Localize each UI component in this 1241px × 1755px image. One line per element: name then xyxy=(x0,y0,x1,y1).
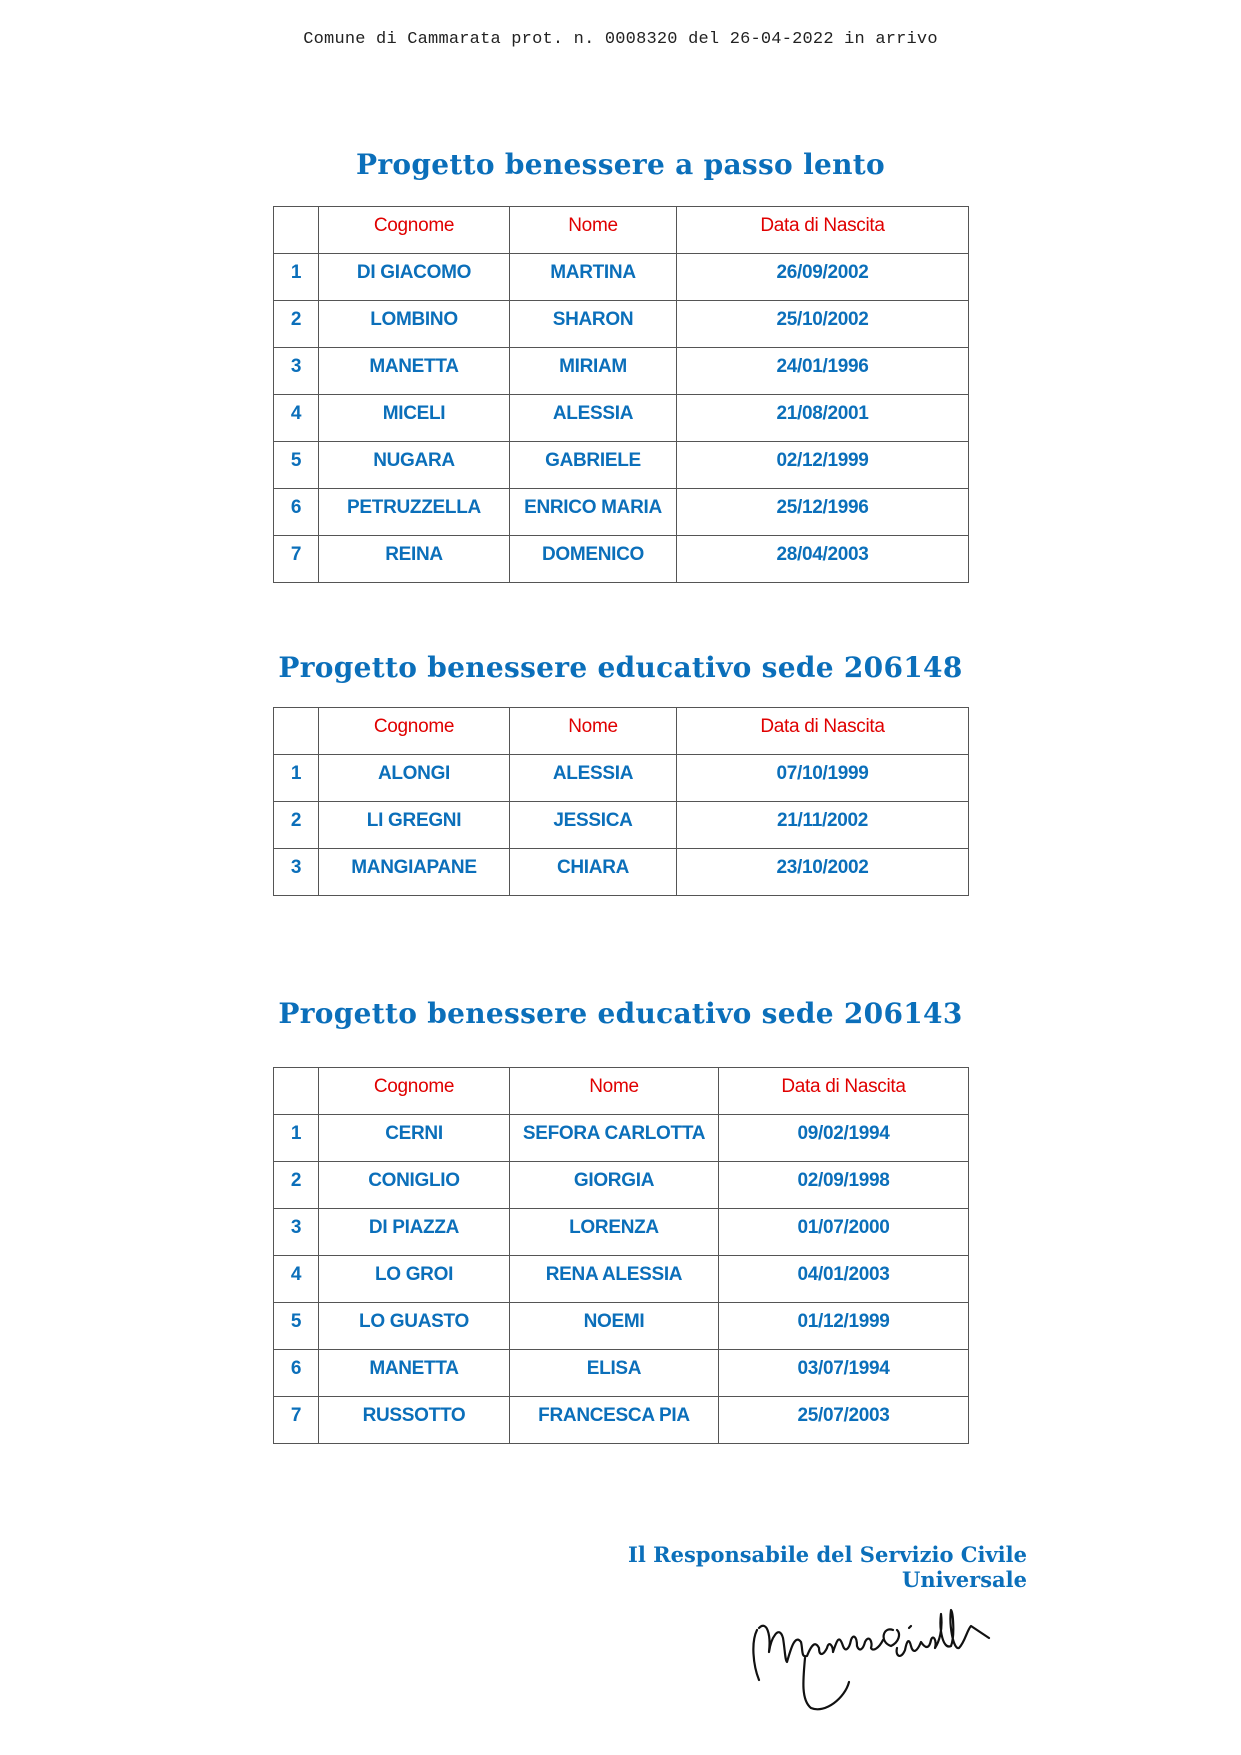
cell-data-nascita-text: 21/08/2001 xyxy=(776,403,869,424)
cell-nome-text: LORENZA xyxy=(569,1217,659,1238)
cell-nome xyxy=(510,1256,719,1303)
cell-nome-text: GABRIELE xyxy=(545,450,641,471)
cell-data-nascita-text: 09/02/1994 xyxy=(797,1123,890,1144)
cell-data-nascita xyxy=(677,802,969,849)
header-cognome xyxy=(319,207,510,254)
cell-data-nascita xyxy=(677,395,969,442)
cell-nome xyxy=(510,849,677,896)
cell-data-nascita-text: 01/12/1999 xyxy=(797,1311,890,1332)
row-number-text: 4 xyxy=(290,403,302,424)
table-row xyxy=(274,442,969,489)
row-number-text: 2 xyxy=(290,309,302,330)
header-nome xyxy=(510,207,677,254)
cell-cognome-text: MANETTA xyxy=(369,1358,459,1379)
table-row xyxy=(274,1115,969,1162)
cell-data-nascita-text: 01/07/2000 xyxy=(797,1217,890,1238)
cell-cognome-text: CONIGLIO xyxy=(368,1170,460,1191)
row-number xyxy=(274,301,319,348)
row-number xyxy=(274,1209,319,1256)
row-number-text: 1 xyxy=(290,262,302,283)
table-row xyxy=(274,1350,969,1397)
row-number-text: 7 xyxy=(290,544,302,565)
cell-data-nascita xyxy=(677,348,969,395)
cell-nome-text: ELISA xyxy=(586,1358,642,1379)
row-number-text: 2 xyxy=(290,1170,302,1191)
header-data-nascita xyxy=(719,1068,969,1115)
header-cognome-label: Cognome xyxy=(373,716,455,737)
row-number xyxy=(274,849,319,896)
cell-cognome-text: REINA xyxy=(385,544,443,565)
cell-cognome xyxy=(319,395,510,442)
cell-nome xyxy=(510,536,677,583)
row-number xyxy=(274,1162,319,1209)
cell-cognome xyxy=(319,1256,510,1303)
cell-nome-text: ENRICO MARIA xyxy=(524,497,662,518)
cell-nome xyxy=(510,1303,719,1350)
row-number xyxy=(274,1115,319,1162)
cell-cognome-text: LI GREGNI xyxy=(366,810,462,831)
cell-data-nascita-text: 23/10/2002 xyxy=(776,857,869,878)
cell-data-nascita xyxy=(677,536,969,583)
cell-cognome xyxy=(319,442,510,489)
row-number xyxy=(274,536,319,583)
cell-cognome xyxy=(319,348,510,395)
cell-data-nascita xyxy=(719,1397,969,1444)
cell-data-nascita-text: 03/07/1994 xyxy=(797,1358,890,1379)
cell-data-nascita-text: 25/12/1996 xyxy=(776,497,869,518)
table-header-row xyxy=(274,1068,969,1115)
section-title-sede-206148: Progetto benessere educativo sede 206148 xyxy=(278,651,963,684)
cell-data-nascita-text: 02/09/1998 xyxy=(797,1170,890,1191)
table-row xyxy=(274,489,969,536)
cell-data-nascita xyxy=(677,254,969,301)
table-row xyxy=(274,254,969,301)
signature-icon xyxy=(745,1590,995,1720)
header-nome xyxy=(510,708,677,755)
table-row xyxy=(274,1209,969,1256)
cell-data-nascita-text: 25/10/2002 xyxy=(776,309,869,330)
header-index xyxy=(274,708,319,755)
cell-nome xyxy=(510,489,677,536)
header-index-label xyxy=(274,708,318,716)
section-title-passo-lento: Progetto benessere a passo lento xyxy=(356,148,885,181)
roster-table-sede-206143 xyxy=(273,1067,969,1444)
cell-cognome xyxy=(319,1350,510,1397)
cell-cognome xyxy=(319,849,510,896)
header-data-nascita-label: Data di Nascita xyxy=(760,215,885,236)
cell-cognome-text: MICELI xyxy=(382,403,446,424)
cell-data-nascita xyxy=(719,1256,969,1303)
header-data-nascita-label: Data di Nascita xyxy=(781,1076,906,1097)
cell-cognome-text: LO GROI xyxy=(374,1264,454,1285)
table-header-row xyxy=(274,207,969,254)
cell-nome xyxy=(510,442,677,489)
cell-data-nascita xyxy=(677,849,969,896)
header-nome-label: Nome xyxy=(568,215,618,236)
table-row xyxy=(274,536,969,583)
row-number-text: 5 xyxy=(290,450,302,471)
cell-data-nascita xyxy=(719,1303,969,1350)
header-data-nascita xyxy=(677,708,969,755)
cell-data-nascita xyxy=(719,1162,969,1209)
row-number-text: 6 xyxy=(290,1358,302,1379)
row-number xyxy=(274,755,319,802)
cell-nome xyxy=(510,395,677,442)
cell-cognome-text: DI GIACOMO xyxy=(356,262,472,283)
cell-nome-text: SHARON xyxy=(552,309,634,330)
cell-data-nascita-text: 07/10/1999 xyxy=(776,763,869,784)
cell-data-nascita xyxy=(677,755,969,802)
cell-nome-text: GIORGIA xyxy=(573,1170,655,1191)
cell-nome xyxy=(510,1209,719,1256)
cell-data-nascita-text: 04/01/2003 xyxy=(797,1264,890,1285)
cell-data-nascita xyxy=(719,1115,969,1162)
header-index xyxy=(274,207,319,254)
cell-nome xyxy=(510,1115,719,1162)
cell-data-nascita-text: 28/04/2003 xyxy=(776,544,869,565)
table-row xyxy=(274,395,969,442)
cell-nome xyxy=(510,1162,719,1209)
row-number xyxy=(274,395,319,442)
cell-nome-text: ALESSIA xyxy=(552,403,634,424)
cell-cognome xyxy=(319,254,510,301)
cell-cognome xyxy=(319,1209,510,1256)
header-data-nascita-label: Data di Nascita xyxy=(760,716,885,737)
roster-table-sede-206148 xyxy=(273,707,969,896)
table-row xyxy=(274,1256,969,1303)
cell-nome-text: JESSICA xyxy=(553,810,633,831)
cell-nome xyxy=(510,1350,719,1397)
header-index-label xyxy=(274,207,318,215)
cell-nome-text: ALESSIA xyxy=(552,763,634,784)
cell-cognome xyxy=(319,1397,510,1444)
row-number-text: 5 xyxy=(290,1311,302,1332)
header-data-nascita xyxy=(677,207,969,254)
row-number xyxy=(274,802,319,849)
cell-cognome xyxy=(319,1115,510,1162)
cell-cognome xyxy=(319,1303,510,1350)
cell-data-nascita xyxy=(677,442,969,489)
header-nome xyxy=(510,1068,719,1115)
row-number-text: 1 xyxy=(290,763,302,784)
row-number-text: 2 xyxy=(290,810,302,831)
cell-data-nascita-text: 02/12/1999 xyxy=(776,450,869,471)
table-header-row xyxy=(274,708,969,755)
row-number-text: 6 xyxy=(290,497,302,518)
cell-nome-text: DOMENICO xyxy=(541,544,645,565)
row-number xyxy=(274,254,319,301)
header-cognome-label: Cognome xyxy=(373,215,455,236)
cell-nome-text: RENA ALESSIA xyxy=(545,1264,683,1285)
row-number-text: 3 xyxy=(290,857,302,878)
cell-nome xyxy=(510,254,677,301)
cell-data-nascita-text: 25/07/2003 xyxy=(797,1405,890,1426)
table-row xyxy=(274,1303,969,1350)
table-row xyxy=(274,348,969,395)
cell-cognome xyxy=(319,536,510,583)
header-index xyxy=(274,1068,319,1115)
table-row xyxy=(274,1397,969,1444)
section-title-sede-206143: Progetto benessere educativo sede 206143 xyxy=(278,997,963,1030)
cell-data-nascita xyxy=(719,1350,969,1397)
cell-cognome-text: PETRUZZELLA xyxy=(347,497,481,518)
cell-data-nascita-text: 21/11/2002 xyxy=(776,810,869,831)
roster-table-passo-lento xyxy=(273,206,969,583)
cell-cognome xyxy=(319,755,510,802)
cell-nome-text: FRANCESCA PIA xyxy=(538,1405,690,1426)
cell-cognome-text: CERNI xyxy=(385,1123,443,1144)
row-number xyxy=(274,442,319,489)
cell-data-nascita-text: 26/09/2002 xyxy=(776,262,869,283)
protocol-stamp: Comune di Cammarata prot. n. 0008320 del 26-04-2022 in arrivo xyxy=(303,30,938,49)
header-nome-label: Nome xyxy=(589,1076,639,1097)
cell-nome-text: CHIARA xyxy=(556,857,630,878)
header-nome-label: Nome xyxy=(568,716,618,737)
table-row xyxy=(274,849,969,896)
cell-nome xyxy=(510,301,677,348)
cell-data-nascita xyxy=(677,489,969,536)
cell-cognome xyxy=(319,802,510,849)
row-number xyxy=(274,1350,319,1397)
row-number-text: 3 xyxy=(290,356,302,377)
cell-nome xyxy=(510,802,677,849)
header-index-label xyxy=(274,1068,318,1076)
table-row xyxy=(274,301,969,348)
row-number xyxy=(274,1397,319,1444)
cell-nome xyxy=(510,348,677,395)
cell-nome-text: MARTINA xyxy=(550,262,636,283)
cell-cognome-text: NUGARA xyxy=(373,450,455,471)
header-cognome xyxy=(319,1068,510,1115)
row-number xyxy=(274,1303,319,1350)
header-cognome-label: Cognome xyxy=(373,1076,455,1097)
cell-cognome xyxy=(319,301,510,348)
cell-nome xyxy=(510,1397,719,1444)
row-number-text: 3 xyxy=(290,1217,302,1238)
signatory-title: Il Responsabile del Servizio Civile Universale xyxy=(628,1542,1027,1592)
table-row xyxy=(274,802,969,849)
row-number xyxy=(274,1256,319,1303)
cell-cognome xyxy=(319,489,510,536)
row-number xyxy=(274,348,319,395)
cell-nome-text: NOEMI xyxy=(583,1311,645,1332)
cell-cognome-text: RUSSOTTO xyxy=(362,1405,466,1426)
table-row xyxy=(274,1162,969,1209)
table-row xyxy=(274,755,969,802)
cell-nome xyxy=(510,755,677,802)
cell-cognome-text: ALONGI xyxy=(377,763,451,784)
cell-cognome-text: DI PIAZZA xyxy=(368,1217,460,1238)
row-number-text: 1 xyxy=(290,1123,302,1144)
cell-nome-text: MIRIAM xyxy=(559,356,627,377)
header-cognome xyxy=(319,708,510,755)
row-number-text: 4 xyxy=(290,1264,302,1285)
cell-data-nascita-text: 24/01/1996 xyxy=(776,356,869,377)
cell-data-nascita xyxy=(677,301,969,348)
row-number xyxy=(274,489,319,536)
cell-cognome xyxy=(319,1162,510,1209)
cell-nome-text: SEFORA CARLOTTA xyxy=(522,1123,706,1144)
cell-data-nascita xyxy=(719,1209,969,1256)
cell-cognome-text: LO GUASTO xyxy=(359,1311,469,1332)
cell-cognome-text: MANETTA xyxy=(369,356,459,377)
cell-cognome-text: MANGIAPANE xyxy=(351,857,477,878)
cell-cognome-text: LOMBINO xyxy=(370,309,458,330)
row-number-text: 7 xyxy=(290,1405,302,1426)
